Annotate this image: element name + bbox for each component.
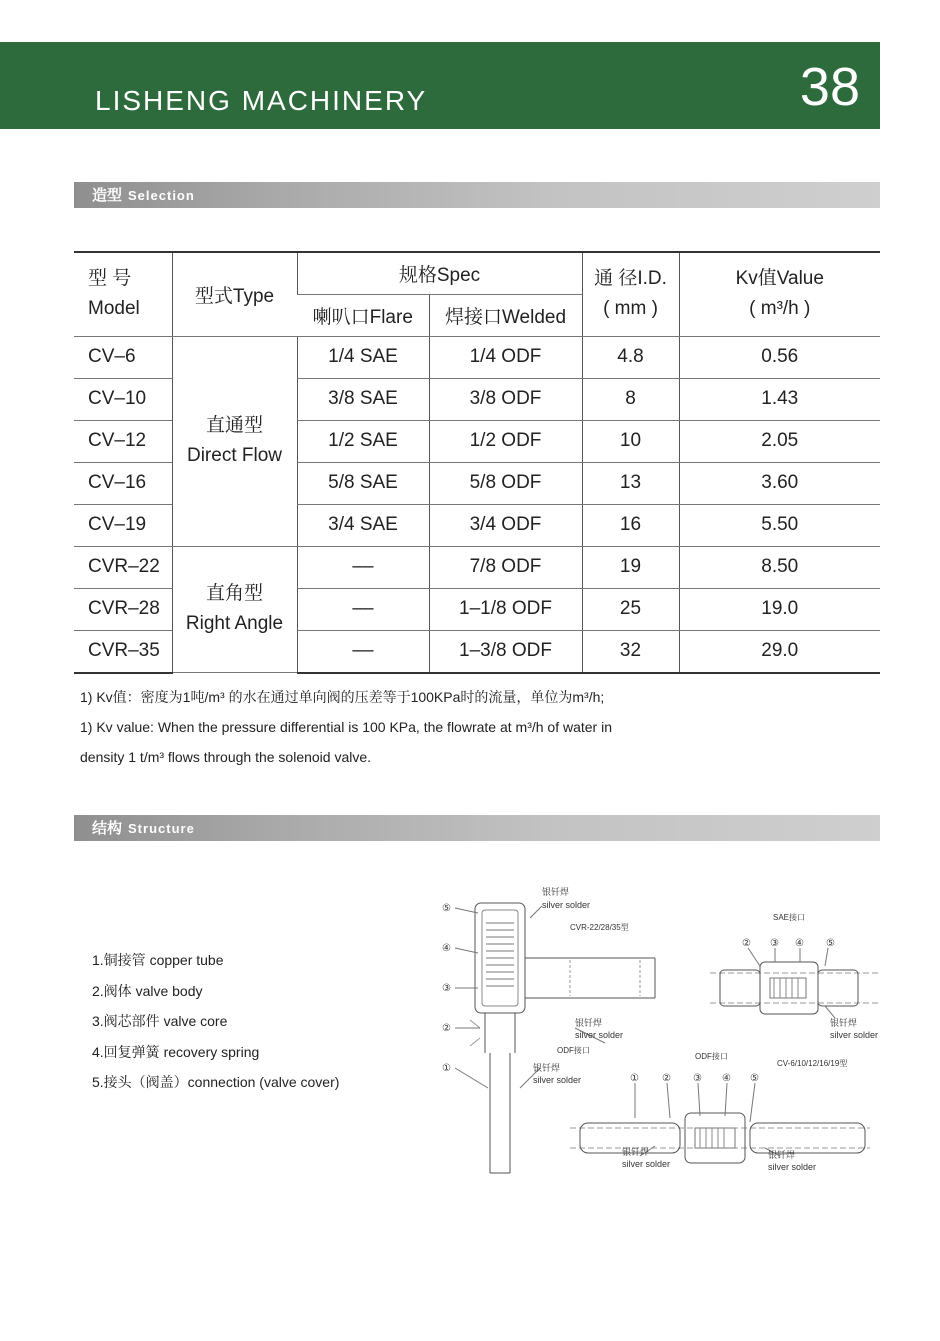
cell-id: 8: [582, 378, 679, 420]
parts-list: [92, 950, 339, 1103]
type-group-en: Right Angle: [185, 613, 284, 635]
valve-structure-diagram: [430, 878, 880, 1178]
cell-flare: 3/8 SAE: [297, 378, 429, 420]
callout-5: ⑤: [826, 938, 835, 949]
spec-table: [74, 251, 880, 674]
cell-flare: ––: [297, 546, 429, 588]
table-row: [74, 546, 880, 588]
cell-model: CV–12: [74, 420, 172, 462]
cell-flare: ––: [297, 630, 429, 673]
header-id-1: 通 径I.D.: [594, 268, 667, 290]
odf-port-label: ODF接口: [557, 1046, 590, 1055]
list-item: 3.阀芯部件 valve core: [92, 1013, 228, 1029]
page-number: 38: [799, 57, 860, 117]
cell-id: 10: [582, 420, 679, 462]
list-item: 1.铜接管 copper tube: [92, 952, 224, 968]
cell-flare: 3/4 SAE: [297, 504, 429, 546]
cell-kv: 29.0: [679, 630, 880, 673]
cv-sae-valve-drawing: [710, 962, 880, 1014]
cell-id: 16: [582, 504, 679, 546]
callout-1: ①: [442, 1063, 451, 1074]
cell-id: 25: [582, 588, 679, 630]
solder-label-zh: 银钎焊: [533, 1063, 561, 1073]
cell-model: CV–6: [74, 336, 172, 378]
section-title-zh: 结构: [92, 820, 123, 837]
header-id: [582, 252, 679, 336]
cell-model: CVR–22: [74, 546, 172, 588]
cv-odf-valve-drawing: [570, 1113, 870, 1163]
footnote-en-1: 1) Kv value: When the pressure differential is 100 KPa, the flowrate at m³/h of water in: [80, 719, 613, 735]
callout-2: ②: [742, 938, 751, 949]
cell-welded: 3/8 ODF: [429, 378, 582, 420]
brand-title: LISHENG MACHINERY: [95, 85, 428, 116]
header-kv: [679, 252, 880, 336]
cell-welded: 3/4 ODF: [429, 504, 582, 546]
cell-kv: 3.60: [679, 462, 880, 504]
solder-label-zh: 银钎焊: [622, 1147, 650, 1157]
cell-welded: 5/8 ODF: [429, 462, 582, 504]
table-row: [74, 336, 880, 378]
type-group-zh: 直通型: [205, 415, 263, 436]
solder-label-en: silver solder: [622, 1159, 671, 1169]
callout-4: ④: [795, 938, 804, 949]
solder-label-zh: 银钎焊: [575, 1018, 603, 1028]
callout-4: ④: [722, 1073, 731, 1084]
footnote-zh: 1) Kv值：密度为1吨/m³ 的水在通过单向阀的压差等于100KPa时的流量，单位为m³/h;: [80, 689, 605, 705]
cv-model-label: CV-6/10/12/16/19型: [777, 1059, 848, 1068]
header-model-en: Model: [88, 298, 140, 320]
list-item: 2.阀体 valve body: [92, 982, 203, 999]
cell-kv: 0.56: [679, 336, 880, 378]
header-flare: 喇叭口Flare: [297, 294, 429, 336]
callout-2: ②: [662, 1073, 671, 1084]
type-group-en: Direct Flow: [186, 445, 282, 466]
cell-flare: 5/8 SAE: [297, 462, 429, 504]
section-title-en: Selection: [128, 188, 195, 203]
cell-id: 32: [582, 630, 679, 673]
solder-label-zh: 银钎焊: [768, 1150, 796, 1160]
footnote-en-2: density 1 t/m³ flows through the solenoid valve.: [80, 749, 372, 765]
cell-model: CV–16: [74, 462, 172, 504]
header-id-2: ( mm ): [603, 298, 658, 320]
cell-model: CVR–28: [74, 588, 172, 630]
header-welded: 焊接口Welded: [429, 294, 582, 336]
header-model-zh: 型 号: [88, 268, 132, 290]
callout-2: ②: [442, 1023, 451, 1034]
solder-label-en: silver solder: [533, 1075, 582, 1085]
cell-kv: 2.05: [679, 420, 880, 462]
solder-label-en: silver solder: [542, 900, 591, 910]
section-bar-selection: [74, 182, 880, 208]
solder-label-en: silver solder: [575, 1030, 624, 1040]
cell-model: CV–19: [74, 504, 172, 546]
callout-4: ④: [442, 943, 451, 954]
type-group-zh: 直角型: [205, 583, 263, 605]
type-group-direct: [172, 336, 297, 546]
section-title-en: Structure: [128, 821, 195, 836]
callout-5: ⑤: [750, 1073, 759, 1084]
cell-welded: 1–3/8 ODF: [429, 630, 582, 673]
cell-model: CVR–35: [74, 630, 172, 673]
list-item: 5.接头（阀盖）connection (valve cover): [92, 1074, 340, 1090]
cell-kv: 5.50: [679, 504, 880, 546]
header-kv-1: Kv值Value: [735, 268, 824, 290]
callout-1: ①: [630, 1073, 639, 1084]
cell-flare: ––: [297, 588, 429, 630]
cell-kv: 8.50: [679, 546, 880, 588]
type-group-right-angle: [172, 546, 297, 673]
header-spec: 规格Spec: [297, 252, 582, 294]
section-bar-structure: [74, 815, 880, 841]
footnotes: [80, 686, 612, 776]
callout-5: ⑤: [442, 903, 451, 914]
cell-kv: 1.43: [679, 378, 880, 420]
cvr-model-label: CVR-22/28/35型: [570, 923, 629, 932]
cell-model: CV–10: [74, 378, 172, 420]
sae-port-label: SAE接口: [773, 913, 806, 922]
cell-id: 4.8: [582, 336, 679, 378]
solder-label-zh: 银钎焊: [830, 1018, 858, 1028]
list-item: 4.回复弹簧 recovery spring: [92, 1043, 260, 1060]
cell-welded: 1/4 ODF: [429, 336, 582, 378]
header-model: [74, 252, 172, 336]
cell-id: 13: [582, 462, 679, 504]
solder-label-en: silver solder: [830, 1030, 879, 1040]
cell-flare: 1/4 SAE: [297, 336, 429, 378]
cell-kv: 19.0: [679, 588, 880, 630]
cell-flare: 1/2 SAE: [297, 420, 429, 462]
solder-label-zh: 银钎焊: [542, 887, 570, 897]
callout-3: ③: [693, 1073, 702, 1084]
callout-3: ③: [770, 938, 779, 949]
solder-label-en: silver solder: [768, 1162, 817, 1172]
cvr-valve-drawing: [470, 903, 655, 1173]
header-kv-2: ( m³/h ): [749, 298, 811, 320]
cell-welded: 1–1/8 ODF: [429, 588, 582, 630]
odf-port-label: ODF接口: [695, 1052, 728, 1061]
cell-welded: 7/8 ODF: [429, 546, 582, 588]
cell-id: 19: [582, 546, 679, 588]
header-type: 型式Type: [172, 252, 297, 336]
callout-3: ③: [442, 983, 451, 994]
cell-welded: 1/2 ODF: [429, 420, 582, 462]
section-title-zh: 造型: [92, 187, 123, 204]
